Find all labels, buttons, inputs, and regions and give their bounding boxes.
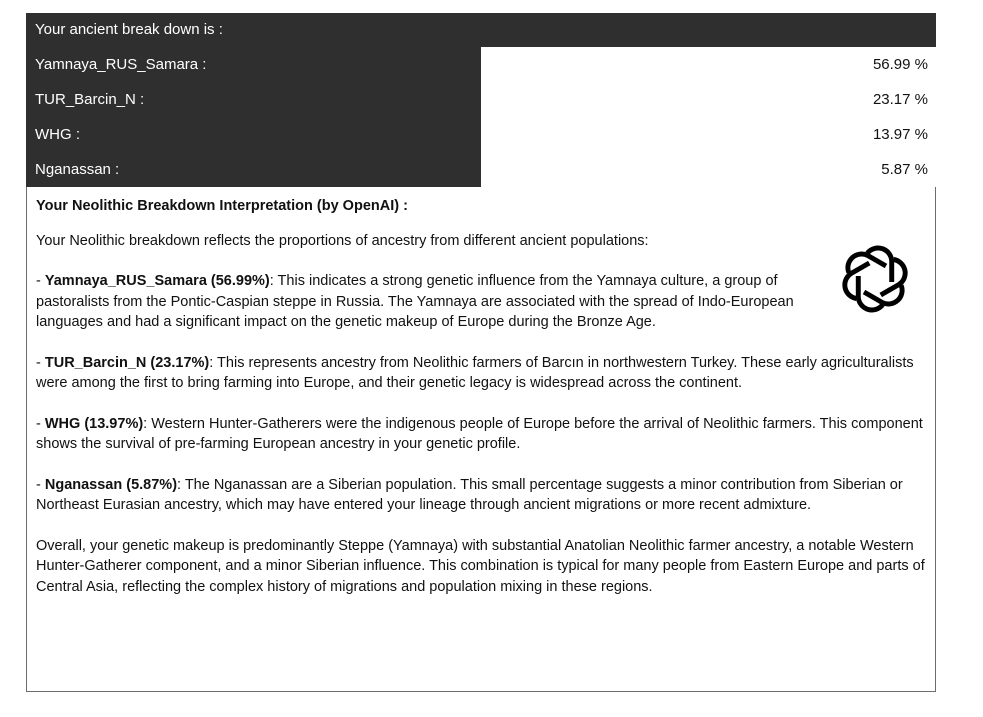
item-text: : This represents ancestry from Neolithic farmers of Barcın in northwestern Turkey. These early agriculturalists were among the first to bring farming into Europe, and their genetic legacy is widespread across the continent. (36, 354, 914, 391)
interpretation-item (36, 414, 926, 455)
item-prefix: - (36, 415, 45, 432)
population-name: Nganassan : (26, 152, 481, 187)
population-percentage: 13.97 % (481, 117, 936, 152)
openai-logo-icon (837, 241, 913, 317)
ancient-breakdown-panel (26, 13, 936, 692)
item-term: TUR_Barcin_N (23.17%) (44, 354, 210, 371)
breakdown-row (26, 47, 936, 82)
interpretation-title: Your Neolithic Breakdown Interpretation (by OpenAI) : (36, 198, 408, 214)
breakdown-header: Your ancient break down is : (26, 13, 936, 47)
population-name: Yamnaya_RUS_Samara : (26, 47, 481, 82)
population-name: TUR_Barcin_N : (26, 82, 481, 117)
population-percentage: 23.17 % (481, 82, 936, 117)
item-term: WHG (13.97%) (44, 415, 144, 432)
item-text: : This indicates a strong genetic influence from the Yamnaya culture, a group of pastoralists from the Pontic-Caspian steppe in Russia. The Yamnaya are associated with the spread of Indo-European languages and had a significant impact on the genetic makeup of Europe during the Bronze Age. (36, 273, 794, 330)
item-text: : Western Hunter-Gatherers were the indigenous people of Europe before the arrival of Neolithic farmers. This component shows the survival of pre-farming European ancestry in your genetic profile. (36, 415, 923, 452)
item-term: Nganassan (5.87%) (44, 476, 178, 493)
population-percentage: 56.99 % (481, 47, 936, 82)
interpretation-item (36, 475, 926, 516)
interpretation-intro: Your Neolithic breakdown reflects the proportions of ancestry from different ancient populations: (36, 232, 649, 249)
interpretation-item (36, 271, 826, 333)
item-prefix: - (36, 476, 45, 493)
item-term: Yamnaya_RUS_Samara (56.99%) (44, 273, 270, 289)
interpretation-conclusion: Overall, your genetic makeup is predominantly Steppe (Yamnaya) with substantial Anatolian Neolithic farmer ancestry, a notable Western Hunter-Gatherer component, and a minor Siberian influence. This combination is typical for many people from Eastern Europe and parts of Central Asia, reflecting the complex history of migrations and population mixing in these regions. (36, 537, 925, 595)
item-prefix: - (36, 354, 45, 371)
interpretation-item (36, 353, 926, 394)
interpretation-box (26, 187, 936, 692)
population-percentage: 5.87 % (481, 152, 936, 187)
item-prefix: - (36, 273, 45, 289)
item-text: : The Nganassan are a Siberian population. This small percentage suggests a minor contribution from Siberian or Northeast Eurasian ancestry, which may have entered your lineage through ancient migrations or more recent admixture. (36, 476, 903, 513)
population-name: WHG : (26, 117, 481, 152)
breakdown-row (26, 152, 936, 187)
breakdown-row (26, 82, 936, 117)
breakdown-row (26, 117, 936, 152)
